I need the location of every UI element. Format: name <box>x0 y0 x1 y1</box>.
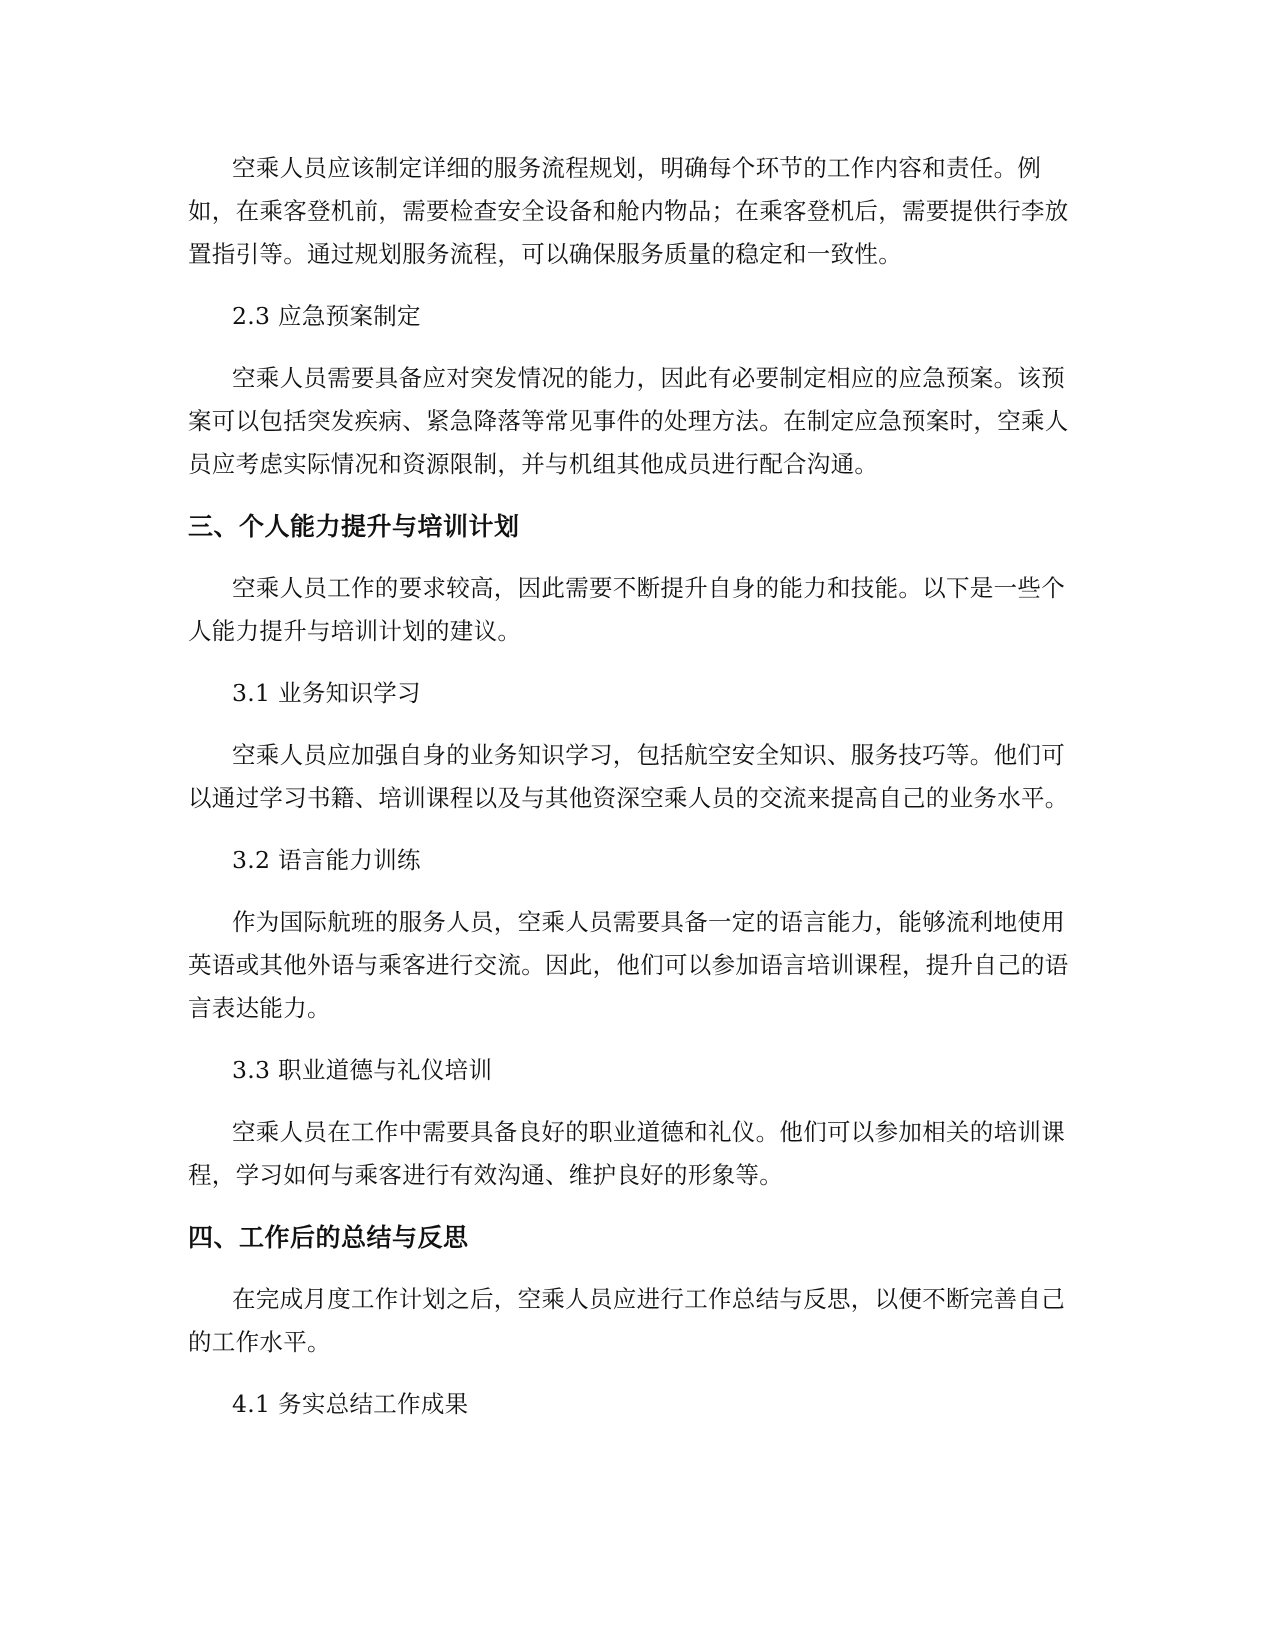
paragraph-section-4-intro: 在完成月度工作计划之后，空乘人员应进行工作总结与反思，以便不断完善自己的工作水平。 <box>188 1285 1065 1356</box>
subheading-3-1: 3.1 业务知识学习 <box>232 679 421 707</box>
paragraph-ethics-training: 空乘人员在工作中需要具备良好的职业道德和礼仪。他们可以参加相关的培训课程，学习如何与乘客进行有效沟通、维护良好的形象等。 <box>188 1118 1065 1189</box>
document-body <box>188 147 1088 1445</box>
paragraph-business-knowledge: 空乘人员应加强自身的业务知识学习，包括航空安全知识、服务技巧等。他们可以通过学习书籍、培训课程以及与其他资深空乘人员的交流来提高自己的业务水平。 <box>188 741 1069 812</box>
paragraph-language-training: 作为国际航班的服务人员，空乘人员需要具备一定的语言能力，能够流利地使用英语或其他外语与乘客进行交流。因此，他们可以参加语言培训课程，提升自己的语言表达能力。 <box>188 908 1069 1022</box>
subheading-3-2: 3.2 语言能力训练 <box>232 846 421 874</box>
paragraph-service-flow: 空乘人员应该制定详细的服务流程规划，明确每个环节的工作内容和责任。例如，在乘客登机前，需要检查安全设备和舱内物品；在乘客登机后，需要提供行李放置指引等。通过规划服务流程，可以确保服务质量的稳定和一致性。 <box>188 154 1069 268</box>
paragraph-emergency-plan: 空乘人员需要具备应对突发情况的能力，因此有必要制定相应的应急预案。该预案可以包括突发疾病、紧急降落等常见事件的处理方法。在制定应急预案时，空乘人员应考虑实际情况和资源限制，并与机组其他成员进行配合沟通。 <box>188 364 1069 478</box>
paragraph-section-3-intro: 空乘人员工作的要求较高，因此需要不断提升自身的能力和技能。以下是一些个人能力提升与培训计划的建议。 <box>188 574 1065 645</box>
section-4-heading: 四、工作后的总结与反思 <box>188 1223 469 1252</box>
section-3-heading: 三、个人能力提升与培训计划 <box>188 512 520 541</box>
subheading-4-1: 4.1 务实总结工作成果 <box>232 1390 469 1418</box>
subheading-3-3: 3.3 职业道德与礼仪培训 <box>232 1056 493 1084</box>
subheading-2-3: 2.3 应急预案制定 <box>232 302 421 330</box>
